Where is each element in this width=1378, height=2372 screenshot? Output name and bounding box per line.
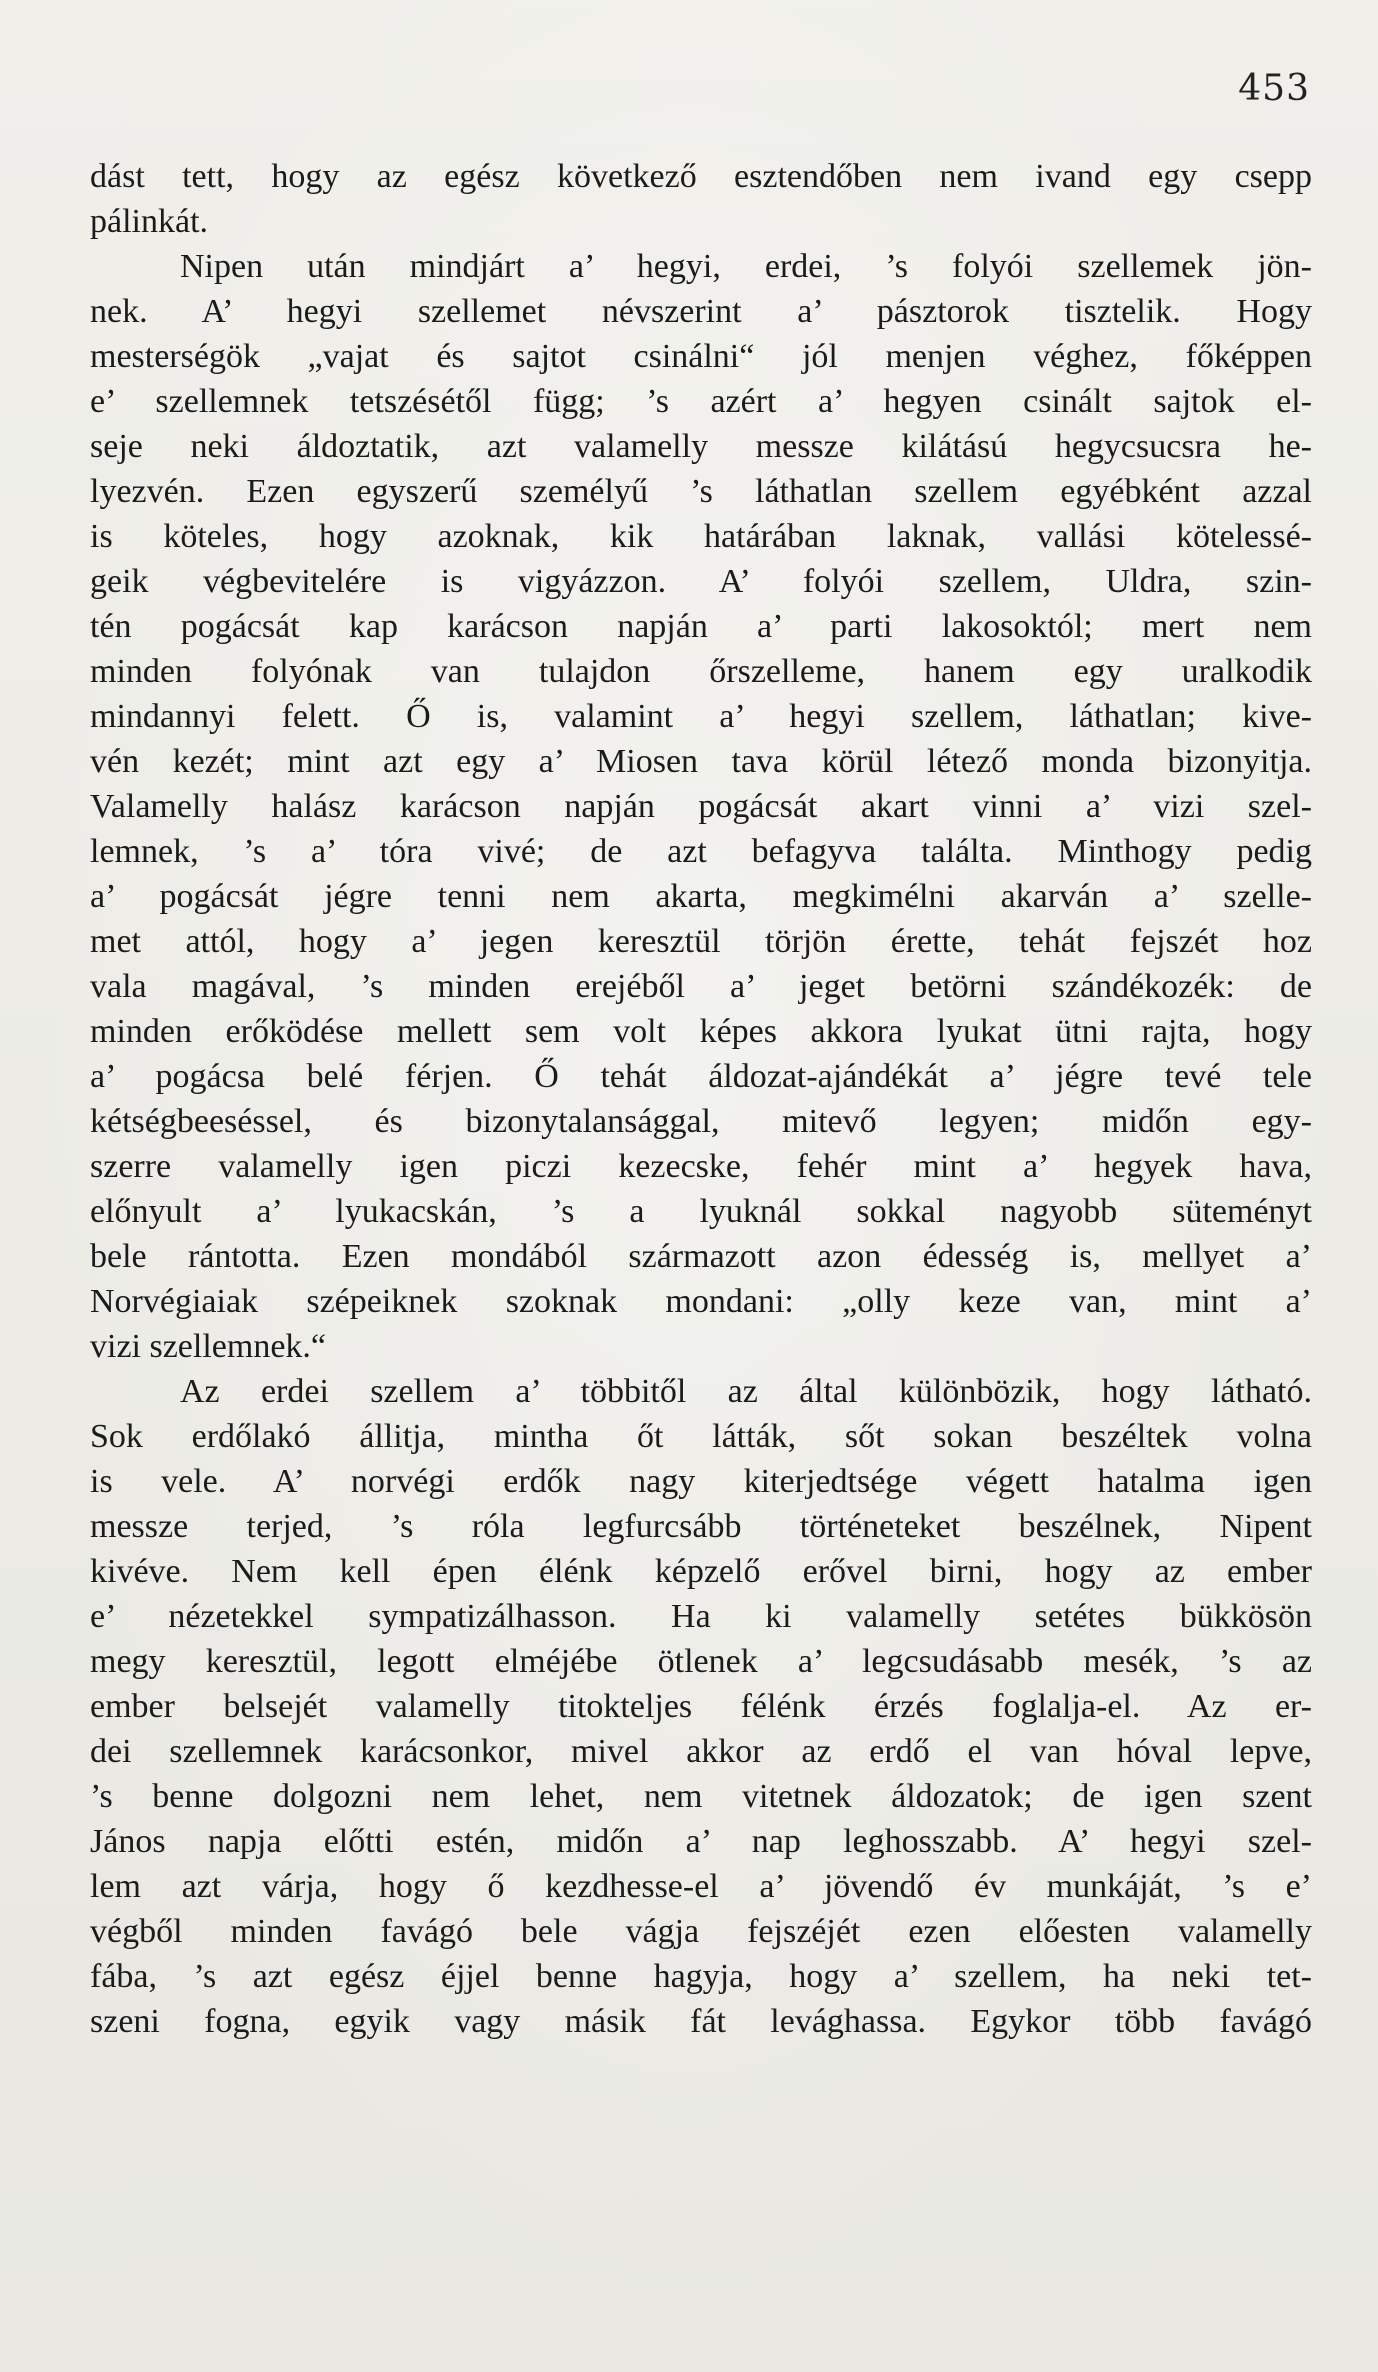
text-line: ember belsejét valamelly titokteljes félénk érzés foglalja-el. Az er-	[90, 1688, 1312, 1725]
text-line: lem azt várja, hogy ő kezdhesse-el a’ jövendő év munkáját, ’s e’	[90, 1868, 1312, 1905]
text-line: Valamelly halász karácson napján pogácsát akart vinni a’ vizi szel-	[90, 788, 1312, 825]
text-line: szeni fogna, egyik vagy másik fát levághassa. Egykor több favágó	[90, 2003, 1312, 2040]
text-line: megy keresztül, legott elméjébe ötlenek a’ legcsudásabb mesék, ’s az	[90, 1643, 1312, 1680]
text-line: kivéve. Nem kell épen élénk képzelő erővel birni, hogy az ember	[90, 1553, 1312, 1590]
text-line: ’s benne dolgozni nem lehet, nem vitetnek áldozatok; de igen szent	[90, 1778, 1312, 1815]
text-line: mindannyi felett. Ő is, valamint a’ hegyi szellem, láthatlan; kive-	[90, 698, 1312, 735]
text-line: kétségbeeséssel, és bizonytalansággal, mitevő legyen; midőn egy-	[90, 1103, 1312, 1140]
text-line: messze terjed, ’s róla legfurcsább történeteket beszélnek, Nipent	[90, 1508, 1312, 1545]
text-line: Az erdei szellem a’ többitől az által különbözik, hogy látható.	[180, 1373, 1312, 1410]
text-line: geik végbevitelére is vigyázzon. A’ folyói szellem, Uldra, szin-	[90, 563, 1312, 600]
text-line: Norvégiaiak szépeiknek szoknak mondani: „olly keze van, mint a’	[90, 1283, 1312, 1320]
text-line: vala magával, ’s minden erejéből a’ jeget betörni szándékozék: de	[90, 968, 1312, 1005]
text-line: Sok erdőlakó állitja, mintha őt látták, sőt sokan beszéltek volna	[90, 1418, 1312, 1455]
text-line: végből minden favágó bele vágja fejszéjét ezen előesten valamelly	[90, 1913, 1312, 1950]
page-number: 453	[1238, 68, 1310, 109]
text-line: vizi szellemnek.“	[90, 1328, 327, 1365]
text-line: dei szellemnek karácsonkor, mivel akkor az erdő el van hóval lepve,	[90, 1733, 1312, 1770]
text-line: e’ nézetekkel sympatizálhasson. Ha ki valamelly setétes bükkösön	[90, 1598, 1312, 1635]
text-line: a’ pogácsát jégre tenni nem akarta, megkimélni akarván a’ szelle-	[90, 878, 1312, 915]
text-line: lemnek, ’s a’ tóra vivé; de azt befagyva találta. Minthogy pedig	[90, 833, 1312, 870]
text-line: szerre valamelly igen piczi kezecske, fehér mint a’ hegyek hava,	[90, 1148, 1312, 1185]
text-line: seje neki áldoztatik, azt valamelly messze kilátású hegycsucsra he-	[90, 428, 1312, 465]
text-line: fába, ’s azt egész éjjel benne hagyja, hogy a’ szellem, ha neki tet-	[90, 1958, 1312, 1995]
text-line: János napja előtti estén, midőn a’ nap leghosszabb. A’ hegyi szel-	[90, 1823, 1312, 1860]
text-line: bele rántotta. Ezen mondából származott azon édesség is, mellyet a’	[90, 1238, 1312, 1275]
text-line: is vele. A’ norvégi erdők nagy kiterjedtsége végett hatalma igen	[90, 1463, 1312, 1500]
text-line: Nipen után mindjárt a’ hegyi, erdei, ’s folyói szellemek jön-	[180, 248, 1312, 285]
text-line: is köteles, hogy azoknak, kik határában laknak, vallási kötelessé-	[90, 518, 1312, 555]
text-line: nek. A’ hegyi szellemet névszerint a’ pásztorok tisztelik. Hogy	[90, 293, 1312, 330]
text-line: e’ szellemnek tetszésétől függ; ’s azért a’ hegyen csinált sajtok el-	[90, 383, 1312, 420]
text-line: pálinkát.	[90, 203, 209, 240]
text-line: mesterségök „vajat és sajtot csinálni“ jól menjen véghez, főképpen	[90, 338, 1312, 375]
text-line: minden folyónak van tulajdon őrszelleme, hanem egy uralkodik	[90, 653, 1312, 690]
text-line: minden erőködése mellett sem volt képes akkora lyukat ütni rajta, hogy	[90, 1013, 1312, 1050]
text-line: met attól, hogy a’ jegen keresztül törjön érette, tehát fejszét hoz	[90, 923, 1312, 960]
body-text	[90, 154, 1312, 2044]
text-line: tén pogácsát kap karácson napján a’ parti lakosoktól; mert nem	[90, 608, 1312, 645]
text-line: előnyult a’ lyukacskán, ’s a lyuknál sokkal nagyobb süteményt	[90, 1193, 1312, 1230]
text-line: dást tett, hogy az egész következő esztendőben nem ivand egy csepp	[90, 158, 1312, 195]
text-line: vén kezét; mint azt egy a’ Miosen tava körül létező monda bizonyitja.	[90, 743, 1312, 780]
text-line: lyezvén. Ezen egyszerű személyű ’s láthatlan szellem egyébként azzal	[90, 473, 1312, 510]
text-line: a’ pogácsa belé férjen. Ő tehát áldozat-ajándékát a’ jégre tevé tele	[90, 1058, 1312, 1095]
